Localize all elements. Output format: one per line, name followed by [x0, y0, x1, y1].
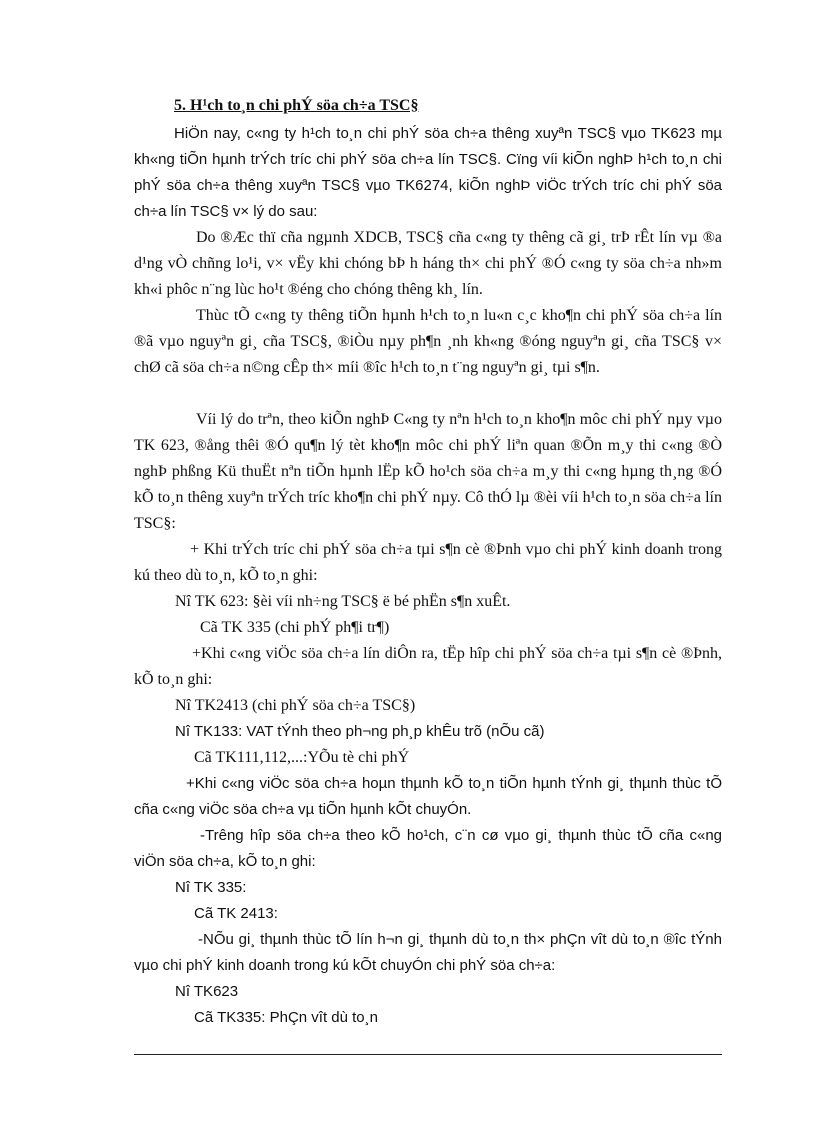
entry-debit-2413: Nî TK2413 (chi phÝ söa ch÷a TSC§) — [175, 697, 416, 714]
entry-credit-335: Cã TK 335 (chi phÝ ph¶i tr¶) — [200, 619, 390, 636]
paragraph-6: +Khi c«ng viÖc söa ch÷a lín diÔn ra, tËp hîp chi phÝ söa ch÷a tµi s¶n cè ®Þnh, kÕ to¸n ghi: — [134, 645, 722, 688]
entry-debit-133: Nî TK133: VAT tÝnh theo ph¬ng ph¸p khÊu trõ (nÕu cã) — [175, 723, 545, 740]
section-heading: 5. H¹ch to¸n chi phÝ söa ch÷a TSC§ — [174, 97, 419, 114]
paragraph-5: + Khi trÝch tríc chi phÝ söa ch÷a tµi s¶n cè ®Þnh vµo chi phÝ kinh doanh trong kú theo dù to¸n, kÕ to¸n ghi: — [134, 541, 722, 584]
entry-debit-335: Nî TK 335: — [175, 879, 247, 896]
entry-debit-623: Nî TK 623: §èi víi nh÷ng TSC§ ë bé phËn s¶n xuÊt. — [175, 593, 511, 610]
paragraph-4: Víi lý do trªn, theo kiÕn nghÞ C«ng ty nªn h¹ch to¸n kho¶n môc chi phÝ nµy vµo TK 623, ®ång thêi ®Ó qu¶n lý tèt kho¶n môc chi phÝ liªn quan ®Õn m¸y thi c«ng ®Ò nghÞ phßng Kü thuËt nªn tiÕn hµnh lËp kÕ ho¹ch söa ch÷a m¸y thi c«ng hµng th¸ng ®Ó kÕ to¸n thêng xuyªn trÝch tríc kho¶n chi phÝ nµy. Cô thÓ lµ ®èi víi h¹ch to¸n söa ch÷a lín TSC§: — [134, 411, 722, 532]
paragraph-9: -NÕu gi¸ thµnh thùc tÕ lín h¬n gi¸ thµnh dù to¸n th× phÇn vît dù to¸n ®îc tÝnh vµo chi phÝ kinh doanh trong kú kÕt chuyÓn chi phÝ söa ch÷a: — [134, 931, 722, 974]
entry-credit-335b: Cã TK335: PhÇn vît dù to¸n — [194, 1009, 378, 1026]
paragraph-8: -Trêng hîp söa ch÷a theo kÕ ho¹ch, c¨n cø vµo gi¸ thµnh thùc tÕ cña c«ng viÖn söa ch÷a, kÕ to¸n ghi: — [134, 827, 722, 870]
paragraph-7: +Khi c«ng viÖc söa ch÷a hoµn thµnh kÕ to¸n tiÕn hµnh tÝnh gi¸ thµnh thùc tÕ cña c«ng viÖc söa ch÷a vµ tiÕn hµnh kÕt chuyÓn. — [134, 775, 722, 818]
paragraph-1: HiÖn nay, c«ng ty h¹ch to¸n chi phÝ söa ch÷a thêng xuyªn TSC§ vµo TK623 mµ kh«ng tiÕn hµnh trÝch tríc chi phÝ söa ch÷a lín TSC§. Cïng víi kiÕn nghÞ h¹ch to¸n chi phÝ söa ch÷a thêng xuyªn TSC§ vµo TK6274, kiÕn nghÞ viÖc trÝch tríc chi phÝ söa ch÷a lín TSC§ v× lý do sau: — [134, 125, 722, 220]
entry-credit-2413: Cã TK 2413: — [194, 905, 278, 922]
paragraph-3: Thùc tÕ c«ng ty thêng tiÕn hµnh h¹ch to¸n lu«n c¸c kho¶n chi phÝ söa ch÷a lín ®ã vµo nguyªn gi¸ cña TSC§, ®iÒu nµy ph¶n ¸nh kh«ng ®óng nguyªn gi¸ cña TSC§ v× chØ cã söa ch÷a n©ng cÊp th× míi ®îc h¹ch to¸n t¨ng nguyªn gi¸ tµi s¶n. — [134, 307, 722, 376]
entry-credit-111: Cã TK111,112,...:YÕu tè chi phÝ — [194, 749, 410, 766]
footer-rule — [134, 1054, 722, 1055]
entry-debit-623b: Nî TK623 — [175, 983, 239, 1000]
paragraph-2: Do ®Æc thï cña ngµnh XDCB, TSC§ cña c«ng ty thêng cã gi¸ trÞ rÊt lín vµ ®a d¹ng vÒ chñng lo¹i, v× vËy khi chóng bÞ h háng th× chi phÝ ®Ó c«ng ty söa ch÷a nh»m kh«i phôc n¨ng lùc ho¹t ®éng cho chóng thêng kh¸ lín. — [134, 229, 722, 298]
